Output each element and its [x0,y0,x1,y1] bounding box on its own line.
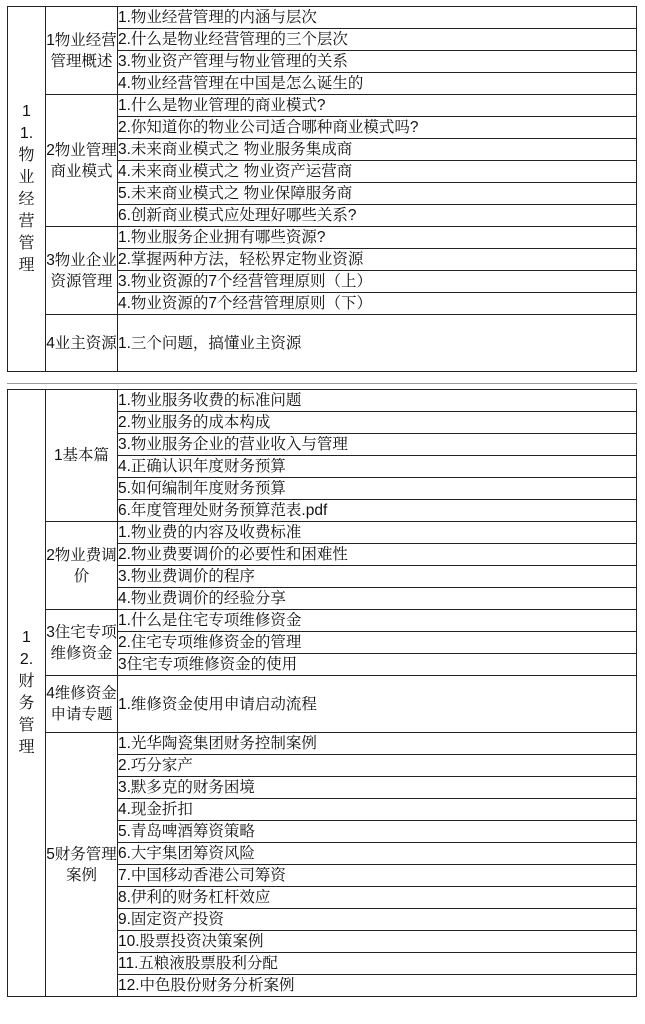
lesson-item: 3.物业服务企业的营业收入与管理 [118,434,637,456]
lesson-item: 1.物业服务企业拥有哪些资源? [118,227,637,249]
section-cell [46,315,118,372]
lesson-item: 11.五粮液股票股利分配 [118,953,637,975]
lesson-item: 12.中色股份财务分析案例 [118,975,637,997]
section-cell [46,733,118,997]
lesson-item: 4.未来商业模式之 物业资产运营商 [118,161,637,183]
lesson-item: 3住宅专项维修资金的使用 [118,654,637,676]
section-title: 1基本篇 [53,447,110,464]
table-row [8,95,637,117]
lesson-item: 3.物业资产管理与物业管理的关系 [118,51,637,73]
section-title: 3住宅专项维修资金 [46,623,117,662]
section-cell [46,610,118,676]
lesson-item: 3.物业费调价的程序 [118,566,637,588]
section-cell [46,7,118,95]
lesson-item: 1.光华陶瓷集团财务控制案例 [118,733,637,755]
lesson-item: 1.物业服务收费的标准问题 [118,390,637,412]
section-title: 4业主资源 [46,334,117,352]
lesson-item: 5.未来商业模式之 物业保障服务商 [118,183,637,205]
chapter-cell [8,7,46,372]
outline-table-2-wrap [7,389,637,997]
lesson-item: 7.中国移动香港公司筹资 [118,865,637,887]
section-cell [46,227,118,315]
lesson-item: 6.创新商业模式应处理好哪些关系? [118,205,637,227]
lesson-item: 9.固定资产投资 [118,909,637,931]
lesson-item: 6.大宇集团筹资风险 [118,843,637,865]
section-title: 4维修资金申请专题 [46,685,117,723]
chapter-title: 11.物业经营管理 [18,103,35,274]
lesson-item: 2.什么是物业经营管理的三个层次 [118,29,637,51]
lesson-item: 2.物业服务的成本构成 [118,412,637,434]
section-cell [46,95,118,227]
section-title: 1物业经营管理概述 [46,31,117,70]
table-row [8,733,637,755]
table-row [8,227,637,249]
lesson-item: 5.青岛啤酒筹资策略 [118,821,637,843]
section-cell [46,390,118,522]
lesson-item: 3.未来商业模式之 物业服务集成商 [118,139,637,161]
outline-table-financial-management [7,389,637,997]
chapter-title: 12.财务管理 [18,629,35,756]
table-row [8,676,637,733]
lesson-item: 1.维修资金使用申请启动流程 [118,676,637,733]
lesson-item: 6.年度管理处财务预算范表.pdf [118,500,637,522]
table-row [8,522,637,544]
section-title: 3物业企业资源管理 [46,251,117,290]
lesson-item: 2.你知道你的物业公司适合哪种商业模式吗? [118,117,637,139]
lesson-item: 2.巧分家产 [118,755,637,777]
outline-table-1-wrap [7,6,637,372]
lesson-item: 2.掌握两种方法，轻松界定物业资源 [118,249,637,271]
lesson-item: 1.什么是住宅专项维修资金 [118,610,637,632]
table-row [8,315,637,372]
section-cell [46,522,118,610]
lesson-item: 4.现金折扣 [118,799,637,821]
lesson-item: 1.三个问题，搞懂业主资源 [118,315,637,372]
section-title: 2物业管理商业模式 [46,141,117,180]
lesson-item: 4.正确认识年度财务预算 [118,456,637,478]
lesson-item: 8.伊利的财务杠杆效应 [118,887,637,909]
chapter-cell [8,390,46,997]
table-row [8,7,637,29]
lesson-item: 2.物业费要调价的必要性和困难性 [118,544,637,566]
lesson-item: 4.物业资源的7个经营管理原则（下） [118,293,637,315]
table-row [8,390,637,412]
lesson-item: 2.住宅专项维修资金的管理 [118,632,637,654]
lesson-item: 3.默多克的财务困境 [118,777,637,799]
lesson-item: 10.股票投资决策案例 [118,931,637,953]
lesson-item: 4.物业费调价的经验分享 [118,588,637,610]
table-separator [7,383,637,384]
section-title: 2物业费调价 [46,546,117,585]
table-row [8,610,637,632]
lesson-item: 1.物业费的内容及收费标准 [118,522,637,544]
section-title: 5财务管理案例 [46,845,117,884]
lesson-item: 4.物业经营管理在中国是怎么诞生的 [118,73,637,95]
lesson-item: 3.物业资源的7个经营管理原则（上） [118,271,637,293]
section-cell [46,676,118,733]
lesson-item: 5.如何编制年度财务预算 [118,478,637,500]
lesson-item: 1.什么是物业管理的商业模式? [118,95,637,117]
outline-table-property-operations [7,6,637,372]
lesson-item: 1.物业经营管理的内涵与层次 [118,7,637,29]
